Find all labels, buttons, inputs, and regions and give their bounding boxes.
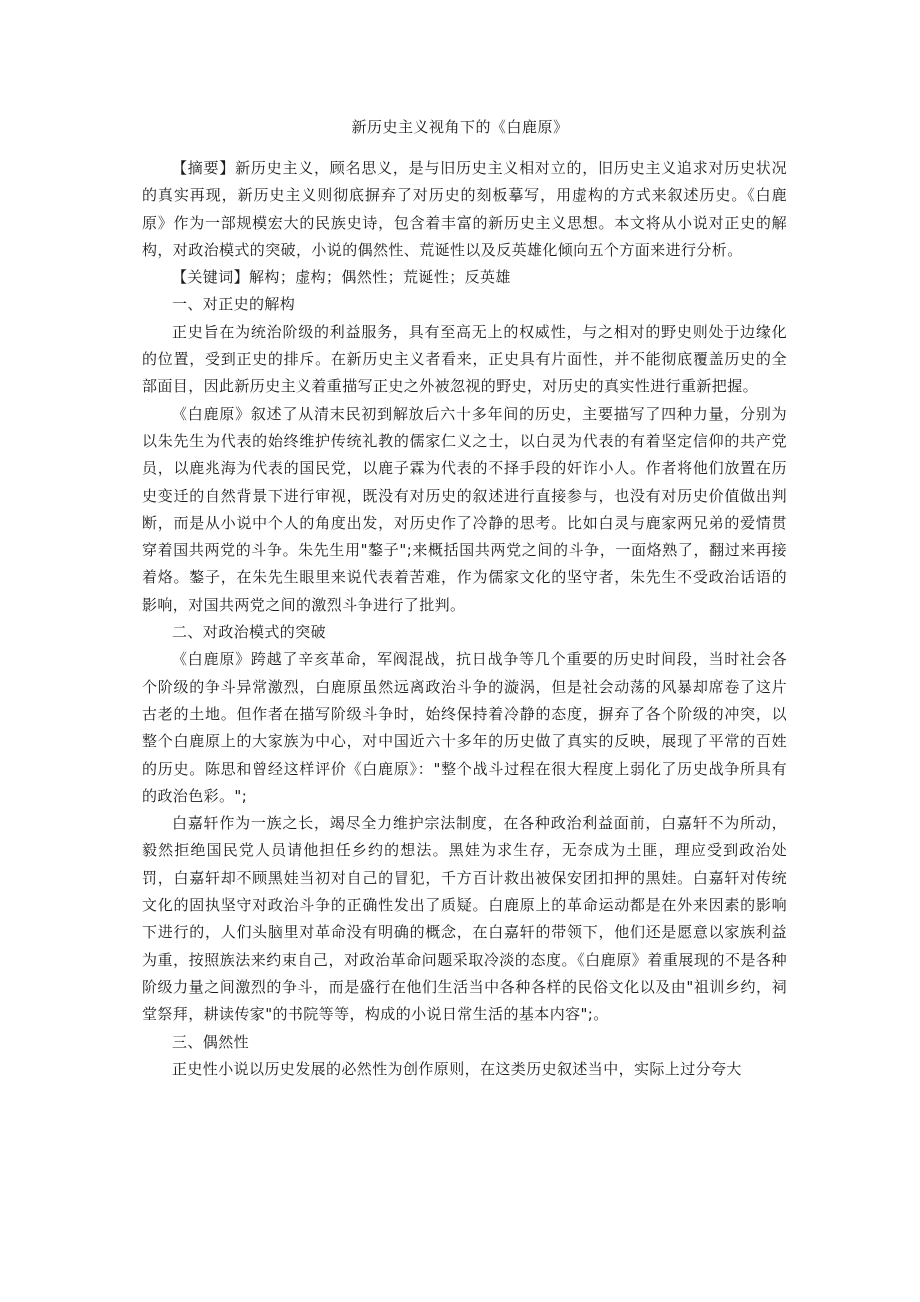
section1-paragraph-2: 《白鹿原》叙述了从清末民初到解放后六十多年间的历史，主要描写了四种力量，分别为以朱先生为代表的始终维护传统礼教的儒家仁义之士，以白灵为代表的有着坚定信仰的共产党员，以鹿兆海为代表的国民党，以鹿子霖为代表的不择手段的奸诈小人。作者将他们放置在历史变迁的自然背景下进行审视，既没有对历史的叙述进行直接参与，也没有对历史价值做出判断，而是从小说中个人的角度出发，对历史作了冷静的思考。比如白灵与鹿家两兄弟的爱情贯穿着国共两党的斗争。朱先生用"鏊子";来概括国共两党之间的斗争，一面烙熟了，翻过来再接着烙。鏊子，在朱先生眼里来说代表着苦难，作为儒家文化的坚守者，朱先生不受政治话语的影响，对国共两党之间的激烈斗争进行了批判。 (142, 404, 787, 614)
keywords-paragraph (142, 264, 787, 291)
section-heading-1: 一、对正史的解构 (172, 295, 296, 314)
abstract-text: 新历史主义，顾名思义，是与旧历史主义相对立的，旧历史主义追求对历史状况的真实再现，新历史主义则彻底摒弃了对历史的刻板摹写，用虚构的方式来叙述历史。《白鹿原》作为一部规模宏大的民族史诗，包含着丰富的新历史主义思想。本文将从小说对正史的解构，对政治模式的突破，小说的偶然性、荒诞性以及反英雄化倾向五个方面来进行分析。 (142, 159, 787, 259)
keywords-label: 【关键词】 (172, 268, 250, 287)
section2-paragraph-2: 白嘉轩作为一族之长，竭尽全力维护宗法制度，在各种政治利益面前，白嘉轩不为所动，毅然拒绝国民党人员请他担任乡约的想法。黑娃为求生存，无奈成为土匪，理应受到政治处罚，白嘉轩却不顾黑娃当初对自己的冒犯，千方百计救出被保安团扣押的黑娃。白嘉轩对传统文化的固执坚守对政治斗争的正确性发出了质疑。白鹿原上的革命运动都是在外来因素的影响下进行的，人们头脑里对革命没有明确的概念，在白嘉轩的带领下，他们还是愿意以家族利益为重，按照族法来约束自己，对政治革命问题采取冷淡的态度。《白鹿原》着重展现的不是各种阶级力量之间激烈的争斗，而是盛行在他们生活当中各种各样的民俗文化以及由"祖训乡约，祠堂祭拜，耕读传家"的书院等等，构成的小说日常生活的基本内容";。 (142, 814, 787, 1024)
section1-paragraph-1: 正史旨在为统治阶级的利益服务，具有至高无上的权威性，与之相对的野史则处于边缘化的位置，受到正史的排斥。在新历史主义者看来，正史具有片面性，并不能彻底覆盖历史的全部面目，因此新历史主义着重描写正史之外被忽视的野史，对历史的真实性进行重新把握。 (142, 322, 787, 396)
keywords-text: 解构；虚构；偶然性；荒诞性；反英雄 (249, 268, 511, 287)
section3-paragraph-1: 正史性小说以历史发展的必然性为创作原则，在这类历史叙述当中，实际上过分夸大 (172, 1059, 742, 1078)
section-heading-3: 三、偶然性 (172, 1032, 250, 1051)
page-title: 新历史主义视角下的《白鹿原》 (351, 118, 569, 136)
section2-paragraph-1: 《白鹿原》跨越了辛亥革命，军阀混战，抗日战争等几个重要的历史时间段，当时社会各个阶级的争斗异常激烈，白鹿原虽然远离政治斗争的漩涡，但是社会动荡的风暴却席卷了这片古老的土地。但作者在描写阶级斗争时，始终保持着冷静的态度，摒弃了各个阶级的冲突，以整个白鹿原上的大家族为中心，对中国近六十多年的历史做了真实的反映，展现了平常的百姓的历史。陈思和曾经这样评价《白鹿原》："整个战斗过程在很大程度上弱化了历史战争所具有的政治色彩。"; (142, 650, 787, 805)
abstract-paragraph (142, 155, 787, 264)
section-heading-2: 二、对政治模式的突破 (172, 623, 327, 642)
abstract-label: 【摘要】 (172, 159, 236, 177)
document-body (142, 155, 787, 1083)
